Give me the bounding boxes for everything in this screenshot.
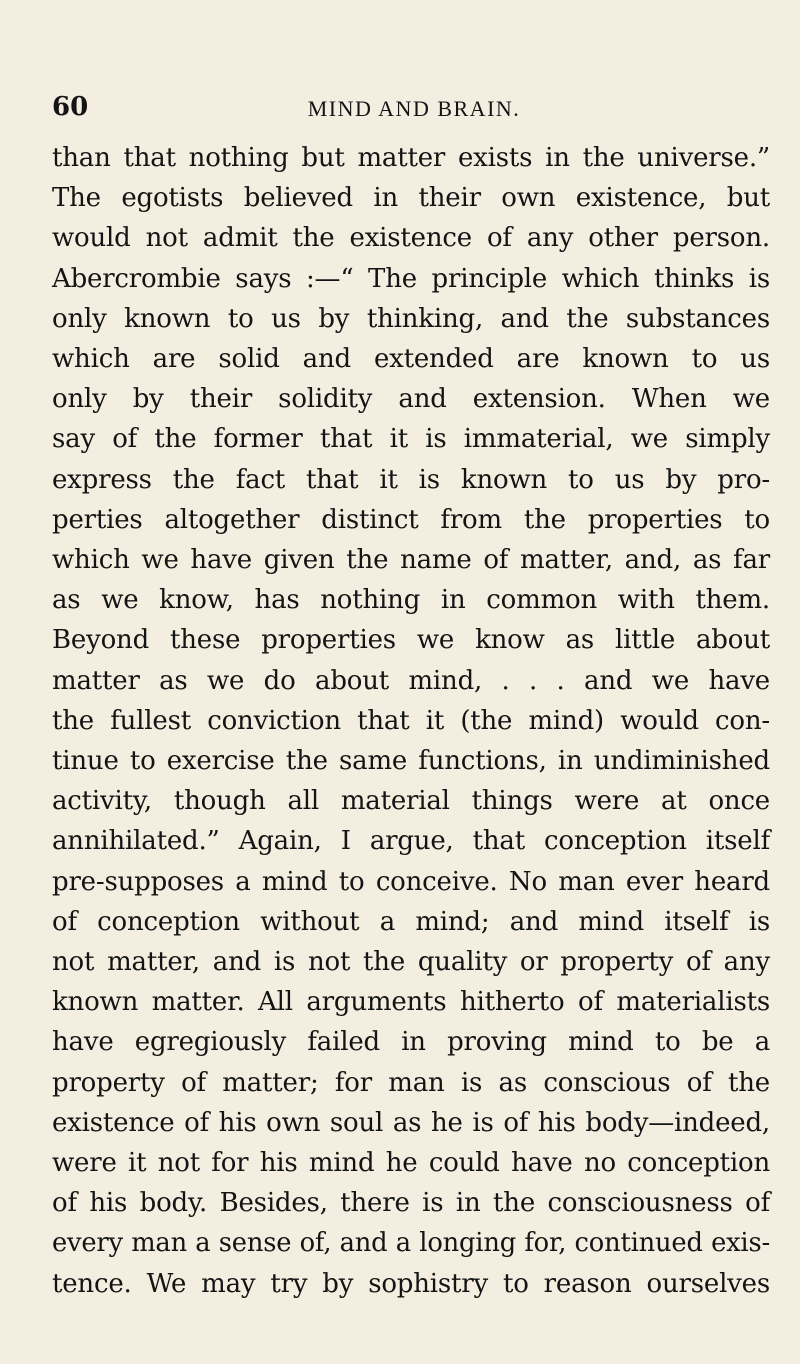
text-line: would not admit the existence of any other person. bbox=[52, 223, 770, 254]
text-line: the fullest conviction that it (the mind) would con- bbox=[52, 705, 770, 736]
text-line: tinue to exercise the same functions, in undiminished bbox=[52, 746, 770, 777]
text-line: not matter, and is not the quality or property of any bbox=[52, 947, 770, 978]
text-line: Beyond these properties we know as little about bbox=[52, 625, 770, 656]
text-line: annihilated.” Again, I argue, that conception itself bbox=[52, 826, 770, 857]
text-line: The egotists believed in their own existence, but bbox=[52, 183, 770, 214]
text-line: say of the former that it is immaterial, we simply bbox=[52, 424, 770, 455]
text-line: have egregiously failed in proving mind to be a bbox=[52, 1027, 770, 1058]
text-line: which we have given the name of matter, and, as far bbox=[52, 545, 770, 576]
page-number: 60 bbox=[52, 92, 89, 122]
text-line: matter as we do about mind, . . . and we have bbox=[52, 665, 770, 696]
running-title: MIND AND BRAIN. bbox=[307, 96, 521, 121]
text-line: express the fact that it is known to us by pro- bbox=[52, 464, 770, 495]
running-head bbox=[52, 92, 770, 136]
text-line: than that nothing but matter exists in the universe.” bbox=[52, 143, 770, 173]
text-line: existence of his own soul as he is of his body—indeed, bbox=[52, 1107, 770, 1138]
text-line: only known to us by thinking, and the substances bbox=[52, 303, 770, 334]
text-line: known matter. All arguments hitherto of materialists bbox=[52, 987, 770, 1018]
text-line: property of matter; for man is as conscious of the bbox=[52, 1067, 770, 1098]
text-line: tence. We may try by sophistry to reason ourselves bbox=[52, 1268, 770, 1299]
body-text bbox=[52, 138, 770, 1304]
text-line: pre-supposes a mind to conceive. No man ever heard bbox=[52, 866, 770, 897]
text-line: of conception without a mind; and mind itself is bbox=[52, 906, 770, 937]
text-line: which are solid and extended are known to us bbox=[52, 344, 770, 375]
text-line: only by their solidity and extension. When we bbox=[52, 384, 770, 415]
text-line: activity, though all material things were at once bbox=[52, 786, 770, 817]
text-line: every man a sense of, and a longing for, continued exis- bbox=[52, 1228, 770, 1259]
text-line: Abercrombie says :—“ The principle which thinks is bbox=[52, 263, 770, 294]
text-line: were it not for his mind he could have no conception bbox=[52, 1148, 770, 1179]
text-line: of his body. Besides, there is in the consciousness of bbox=[52, 1188, 770, 1219]
text-line: perties altogether distinct from the properties to bbox=[52, 504, 770, 535]
text-line: as we know, has nothing in common with them. bbox=[52, 585, 770, 616]
